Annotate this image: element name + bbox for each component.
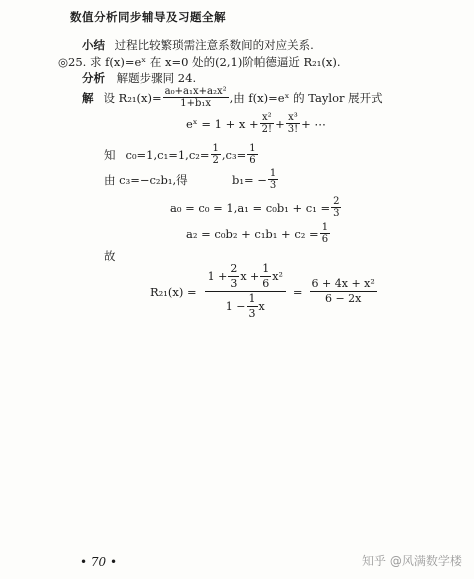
result-main-fraction <box>205 262 286 321</box>
intro-fraction <box>163 86 229 109</box>
summary-text: 过程比较繁琐需注意系数间的对应关系. <box>114 38 314 52</box>
taylor-lhs: eˣ = 1 + x + <box>186 116 259 131</box>
result-simplified-fraction <box>310 277 377 306</box>
intro-fraction-numerator: a₀+a₁x+a₂x² <box>164 86 227 97</box>
taylor-expansion: eˣ = 1 + x + $\frac{\text{x²}}{2!}$ + $\frac{\text{x³}}{3!}$ + ⋯ <box>186 112 326 135</box>
a1-den: 3 <box>333 208 340 219</box>
intro-fraction-denominator: 1+b₁x <box>180 98 212 109</box>
solution-intro <box>82 86 383 109</box>
taylor-term-2-den: 2! <box>261 124 273 135</box>
result-den-f-num: 1 <box>248 292 256 305</box>
from-label: 由 c₃=−c₂b₁,得 <box>104 173 188 187</box>
page-number: • 70 • <box>80 555 118 569</box>
result-simple-num: 6 + 4x + x² <box>311 277 375 290</box>
summary-line <box>82 37 314 53</box>
result-den-b: x <box>258 299 265 313</box>
result-num-f2-den: 6 <box>262 277 270 290</box>
therefore-label: 故 <box>104 249 116 263</box>
watermark: 知乎 @风满数学楼 <box>362 554 462 568</box>
a1-num: 2 <box>333 196 340 207</box>
result-num-f2-num: 1 <box>262 262 270 275</box>
a2-line <box>186 222 331 245</box>
coefficients-line <box>104 143 259 166</box>
a-line-1: a₀ = c₀ = 1,a₁ = c₀b₁ + c₁ = <box>170 200 331 215</box>
therefore-line <box>104 248 116 264</box>
result-num-a: 1 + <box>207 269 228 283</box>
intro-prefix: 设 R₂₁(x)= <box>103 90 162 105</box>
a2-num: 1 <box>321 222 329 233</box>
problem-text: 求 f(x)=eˣ 在 x=0 处的(2,1)阶帕德逼近 R₂₁(x). <box>89 55 341 69</box>
analysis-label: 分析 <box>82 71 105 85</box>
b1-num: 1 <box>269 168 277 179</box>
taylor-term-2-num: x² <box>262 112 272 123</box>
taylor-term-3-den: 3! <box>287 124 299 135</box>
a-line-2: a₂ = c₀b₂ + c₁b₁ + c₂ = <box>186 226 319 241</box>
b1-text: b₁= − <box>232 172 267 187</box>
result-equals: = <box>292 284 303 299</box>
c2-den: 2 <box>212 155 219 166</box>
c2-fraction <box>211 143 221 166</box>
solution-label: 解 <box>82 90 94 105</box>
b1-fraction <box>268 168 278 191</box>
page-header: 数值分析同步辅导及习题全解 <box>70 10 226 24</box>
c3-num: 1 <box>249 143 256 154</box>
taylor-term-2 <box>260 112 274 135</box>
result-den-a: 1 − <box>225 299 246 313</box>
analysis-line <box>82 70 196 86</box>
from-line <box>104 172 188 188</box>
c3-den: 6 <box>249 155 256 166</box>
analysis-text: 解题步骤同 24. <box>116 71 197 85</box>
b1-value <box>232 168 279 191</box>
know-label: 知 <box>104 147 116 162</box>
c3-text: ,c₃= <box>221 147 247 162</box>
summary-label: 小结 <box>82 38 105 52</box>
a2-den: 6 <box>321 234 329 245</box>
result-num-f1-num: 2 <box>230 262 238 275</box>
problem-marker: ◎25. <box>58 55 87 69</box>
c2-num: 1 <box>212 143 219 154</box>
a2-fraction <box>320 222 330 245</box>
result-den-f-den: 3 <box>248 307 256 320</box>
result-num-c: x² <box>272 269 283 283</box>
result-numerator <box>205 262 286 291</box>
a1-fraction <box>331 196 341 219</box>
result-num-frac-2 <box>260 262 271 291</box>
result-equation <box>150 262 378 321</box>
taylor-term-3-num: x³ <box>288 112 298 123</box>
intro-suffix: ,由 f(x)=eˣ 的 Taylor 展开式 <box>229 90 383 105</box>
result-den-frac <box>247 292 258 321</box>
a0-a1-line <box>170 196 342 219</box>
b1-den: 3 <box>269 180 277 191</box>
taylor-tail: + ⋯ <box>301 116 326 131</box>
result-num-frac-1 <box>228 262 239 291</box>
result-num-f1-den: 3 <box>230 277 238 290</box>
result-simple-den: 6 − 2x <box>324 292 362 305</box>
problem-line <box>58 54 341 70</box>
result-lhs: R₂₁(x) = <box>150 284 197 299</box>
c3-fraction <box>247 143 257 166</box>
result-denominator <box>223 292 268 321</box>
coeffs-text: c₀=1,c₁=1,c₂= <box>125 147 210 162</box>
taylor-term-3 <box>286 112 300 135</box>
result-num-b: x + <box>240 269 260 283</box>
